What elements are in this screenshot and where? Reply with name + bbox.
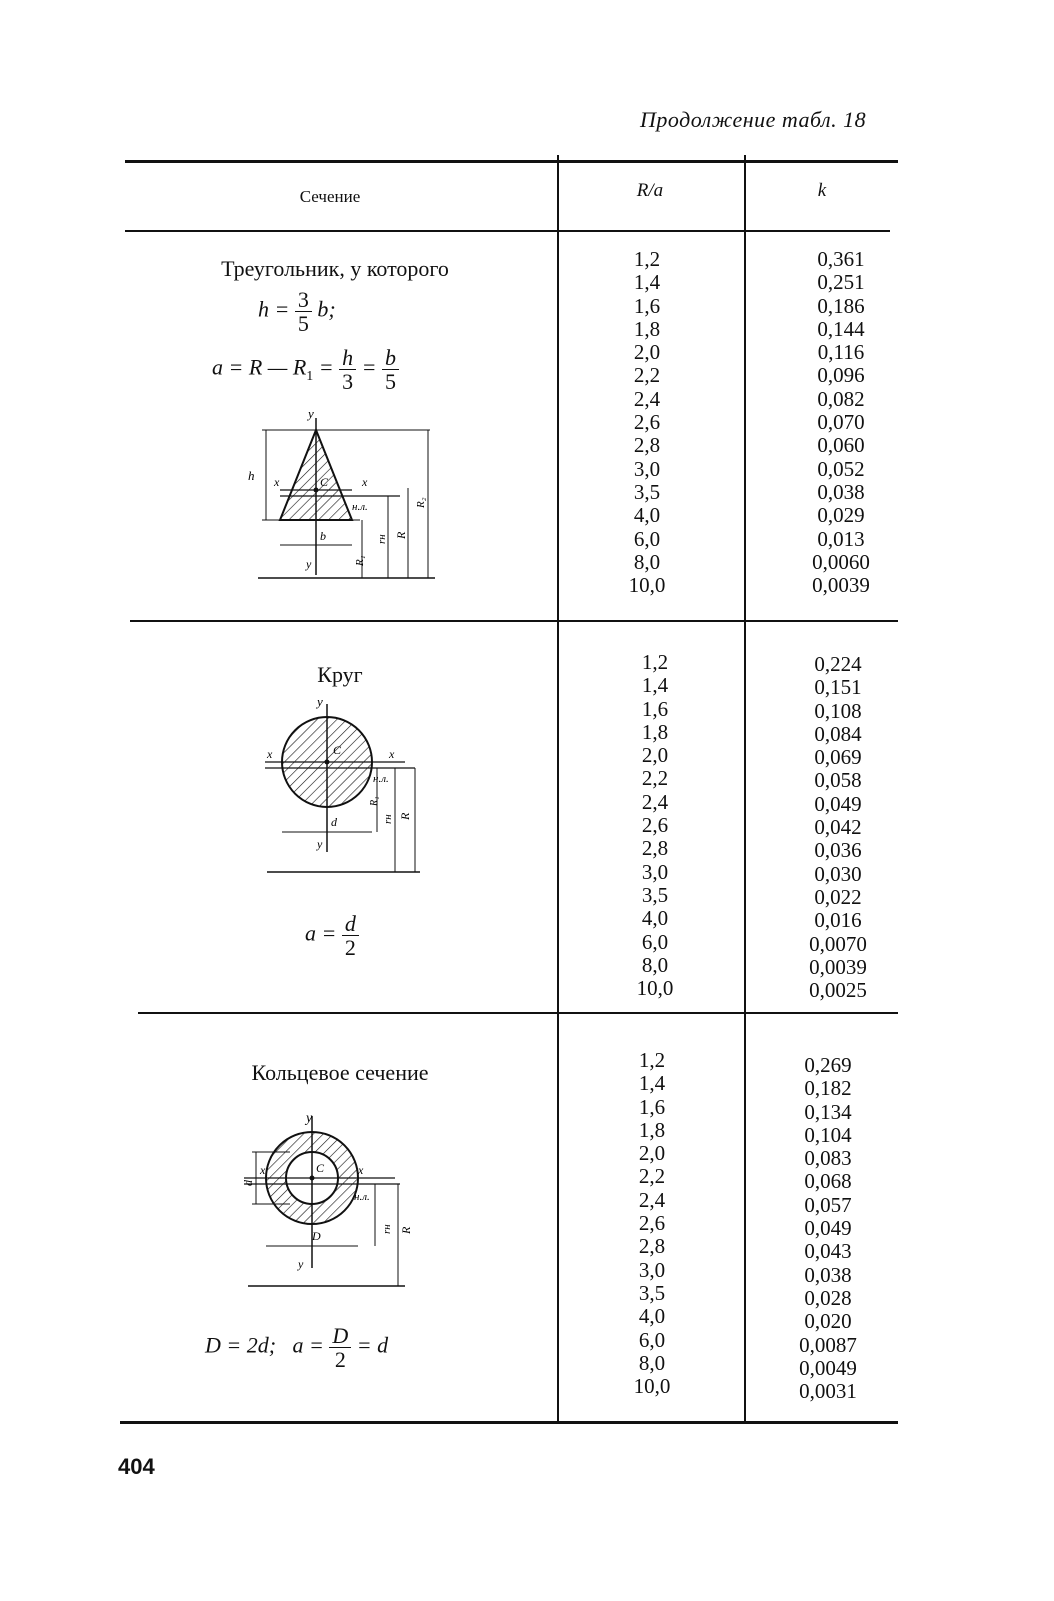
row-divider-2 (138, 1012, 898, 1014)
formula-a-f2-num: b (382, 346, 399, 370)
k-list-circle (783, 653, 893, 1002)
ratio-value: 4,0 (641, 906, 669, 931)
triangle-section-figure (240, 400, 455, 590)
k-value: 0,052 (817, 456, 865, 481)
k-value: 0,083 (804, 1146, 852, 1171)
table-top-rule (125, 160, 898, 163)
fig1-label-x-left: x (274, 475, 280, 489)
k-value: 0,049 (814, 791, 862, 816)
ratio-value: 2,0 (633, 340, 661, 365)
formula-h-fraction (295, 288, 312, 335)
fig1-label-h: h (248, 468, 255, 483)
fig2-label-y-top: y (317, 694, 323, 709)
k-value: 0,020 (804, 1309, 852, 1334)
ratio-value: 4,0 (633, 503, 661, 528)
fig1-label-nl: н.л. (352, 501, 368, 513)
ratio-value: 2,6 (633, 410, 661, 435)
formula-h-rhs: b; (317, 296, 336, 322)
ratio-value: 2,2 (638, 1164, 666, 1189)
ratio-value: 8,0 (633, 549, 661, 574)
ratio-list-ring (597, 1049, 707, 1398)
ratio-value: 2,8 (633, 433, 661, 458)
k-value: 0,057 (804, 1192, 852, 1217)
k-list-triangle (786, 248, 896, 597)
k-value: 0,060 (817, 433, 865, 458)
k-value: 0,058 (814, 768, 862, 793)
formula-a-ring-den: 2 (334, 1347, 346, 1373)
fig2-label-c: C (333, 743, 342, 757)
k-value: 0,104 (804, 1122, 852, 1147)
k-value: 0,0049 (799, 1355, 857, 1380)
fig2-label-rn: rн (382, 814, 394, 824)
k-value: 0,082 (817, 386, 865, 411)
k-value: 0,0031 (799, 1379, 857, 1404)
fig2-label-x-right: x (389, 747, 395, 761)
formula-a-fraction-1 (339, 346, 356, 393)
ratio-value: 2,0 (641, 743, 669, 768)
ratio-value: 2,4 (641, 789, 669, 814)
formula-a-circle-fraction (342, 912, 359, 959)
header-section: Сечение (299, 187, 361, 206)
k-value: 0,116 (817, 340, 865, 365)
k-value: 0,029 (817, 503, 865, 528)
fig1-label-c: C (320, 475, 329, 489)
header-ratio: R/a (636, 180, 664, 201)
k-value: 0,038 (817, 479, 865, 504)
k-value: 0,070 (817, 410, 865, 435)
ratio-value: 2,4 (638, 1187, 666, 1212)
ratio-value: 1,4 (638, 1071, 666, 1096)
formula-a-ring-fraction (329, 1324, 351, 1371)
formula-a-eq2: = (361, 354, 377, 380)
formula-a-circle-den: 2 (344, 935, 356, 961)
fig3-label-x-left: x (260, 1163, 266, 1177)
section-name-triangle: Треугольник, у которого (221, 256, 449, 281)
formula-h-lhs: h = (258, 296, 290, 322)
formula-a-ring-rhs: = d (356, 1332, 389, 1358)
ratio-value: 1,8 (641, 719, 669, 744)
circle-section-figure (255, 692, 430, 877)
formula-a-ring (205, 1324, 388, 1371)
k-value: 0,069 (814, 745, 862, 770)
ratio-value: 2,8 (638, 1234, 666, 1259)
ratio-value: 2,8 (641, 836, 669, 861)
formula-a-sub: 1 (306, 369, 314, 385)
k-value: 0,108 (814, 698, 862, 723)
k-value: 0,269 (804, 1053, 852, 1077)
k-value: 0,030 (814, 861, 862, 886)
k-value: 0,096 (817, 363, 865, 388)
formula-a-ring-lhs: D = 2d; a = (205, 1332, 324, 1358)
ratio-value: 1,6 (641, 696, 669, 721)
ratio-value: 1,8 (633, 316, 661, 341)
k-value: 0,0025 (809, 978, 867, 1003)
k-value: 0,151 (814, 675, 862, 700)
fig3-label-y-bottom: y (298, 1257, 304, 1271)
ratio-value: 2,6 (641, 813, 669, 838)
fig2-label-x-left: x (267, 747, 273, 761)
k-list-ring (773, 1054, 883, 1403)
formula-a-f2-den: 5 (385, 369, 397, 395)
fig1-label-rn: rн (376, 534, 388, 544)
k-value: 0,028 (804, 1285, 852, 1310)
ratio-value: 2,2 (641, 766, 669, 791)
k-value: 0,084 (814, 721, 862, 746)
fig3-label-nl: н.л. (354, 1191, 370, 1203)
ratio-value: 10,0 (636, 976, 674, 1001)
fig1-label-r1: R₁ (354, 555, 366, 566)
ratio-value: 1,6 (633, 293, 661, 318)
header-bottom-rule (125, 230, 890, 232)
fig3-label-c: C (316, 1161, 325, 1175)
ratio-value: 3,0 (641, 859, 669, 884)
formula-a-f1-num: h (339, 346, 356, 370)
ratio-value: 2,2 (633, 363, 661, 388)
ratio-value: 4,0 (638, 1304, 666, 1329)
formula-a-fraction-2 (382, 346, 399, 393)
k-value: 0,144 (817, 316, 865, 341)
fig2-label-y-bottom: y (317, 837, 323, 851)
ratio-value: 2,4 (633, 386, 661, 411)
fig1-label-r2: R₂ (415, 497, 427, 508)
formula-a-circle (305, 912, 359, 959)
k-value: 0,0060 (812, 549, 870, 574)
table-bottom-rule (120, 1421, 898, 1424)
formula-a-circle-num: d (342, 912, 359, 936)
fig3-label-rn: rн (381, 1224, 393, 1234)
ratio-value: 6,0 (633, 526, 661, 551)
k-value: 0,049 (804, 1216, 852, 1241)
ratio-value: 1,2 (641, 650, 669, 674)
ratio-value: 1,4 (633, 270, 661, 295)
fig3-label-big-d: D (312, 1229, 321, 1243)
fig3-label-y-top: y (306, 1111, 313, 1126)
ratio-value: 3,5 (641, 882, 669, 907)
ratio-value: 1,8 (638, 1117, 666, 1142)
ratio-value: 6,0 (638, 1327, 666, 1352)
row-divider-1 (130, 620, 898, 622)
ratio-value: 1,4 (641, 673, 669, 698)
formula-h (258, 288, 336, 335)
fig1-label-r: R (394, 531, 408, 539)
ratio-value: 1,2 (638, 1048, 666, 1072)
formula-a-circle-lhs: a = (305, 920, 337, 946)
fig2-label-nl: н.л. (373, 773, 389, 785)
fig2-label-r: R (398, 812, 412, 820)
formula-a-eq1: = (318, 354, 334, 380)
k-value: 0,251 (817, 270, 865, 295)
table-caption: Продолжение табл. 18 (640, 107, 867, 132)
ratio-value: 10,0 (633, 1374, 671, 1399)
k-value: 0,042 (814, 815, 862, 840)
formula-h-den: 5 (297, 311, 309, 337)
k-value: 0,182 (804, 1076, 852, 1101)
ratio-value: 6,0 (641, 929, 669, 954)
column-separator-2 (744, 155, 746, 1421)
ratio-list-triangle (592, 248, 702, 597)
ratio-value: 3,5 (633, 479, 661, 504)
ratio-value: 2,6 (638, 1211, 666, 1236)
k-value: 0,013 (817, 526, 865, 551)
section-name-ring: Кольцевое сечение (251, 1060, 429, 1085)
fig1-label-y-bottom: y (306, 557, 312, 571)
k-value: 0,0070 (809, 931, 867, 956)
formula-a-ring-num: D (329, 1324, 351, 1348)
ratio-value: 1,6 (638, 1094, 666, 1119)
ratio-value: 3,0 (633, 456, 661, 481)
k-value: 0,0039 (809, 954, 867, 979)
k-value: 0,186 (817, 293, 865, 318)
ratio-value: 10,0 (628, 573, 666, 598)
formula-a-f1-den: 3 (342, 369, 354, 395)
k-value: 0,0087 (799, 1332, 857, 1357)
k-value: 0,068 (804, 1169, 852, 1194)
k-value: 0,038 (804, 1262, 852, 1287)
fig1-label-y-top: y (308, 406, 314, 421)
k-value: 0,361 (817, 247, 865, 271)
fig2-label-d: d (331, 815, 337, 829)
k-value: 0,224 (814, 652, 862, 676)
formula-h-num: 3 (295, 288, 312, 312)
formula-a-triangle (212, 346, 399, 393)
fig3-label-d: d (241, 1180, 255, 1186)
section-name-circle: Круг (317, 662, 363, 687)
ratio-value: 3,5 (638, 1280, 666, 1305)
fig3-label-x-right: x (358, 1163, 364, 1177)
formula-a-lhs: a = R — R (212, 354, 307, 380)
k-value: 0,134 (804, 1099, 852, 1124)
k-value: 0,022 (814, 884, 862, 909)
k-value: 0,016 (814, 908, 862, 933)
fig1-label-x-right: x (362, 475, 368, 489)
k-value: 0,036 (814, 838, 862, 863)
fig2-label-r1: R₁ (369, 796, 380, 806)
column-separator-1 (557, 155, 559, 1421)
page-number: 404 (118, 1454, 155, 1479)
ratio-list-circle (600, 651, 710, 1000)
header-k: k (817, 180, 827, 201)
ratio-value: 8,0 (638, 1350, 666, 1375)
ratio-value: 1,2 (633, 247, 661, 271)
fig3-label-r: R (399, 1226, 413, 1234)
ratio-value: 3,0 (638, 1257, 666, 1282)
ring-section-figure (230, 1108, 415, 1293)
fig1-label-b: b (320, 529, 326, 543)
k-value: 0,043 (804, 1239, 852, 1264)
ratio-value: 2,0 (638, 1141, 666, 1166)
k-value: 0,0039 (812, 573, 870, 598)
ratio-value: 8,0 (641, 952, 669, 977)
